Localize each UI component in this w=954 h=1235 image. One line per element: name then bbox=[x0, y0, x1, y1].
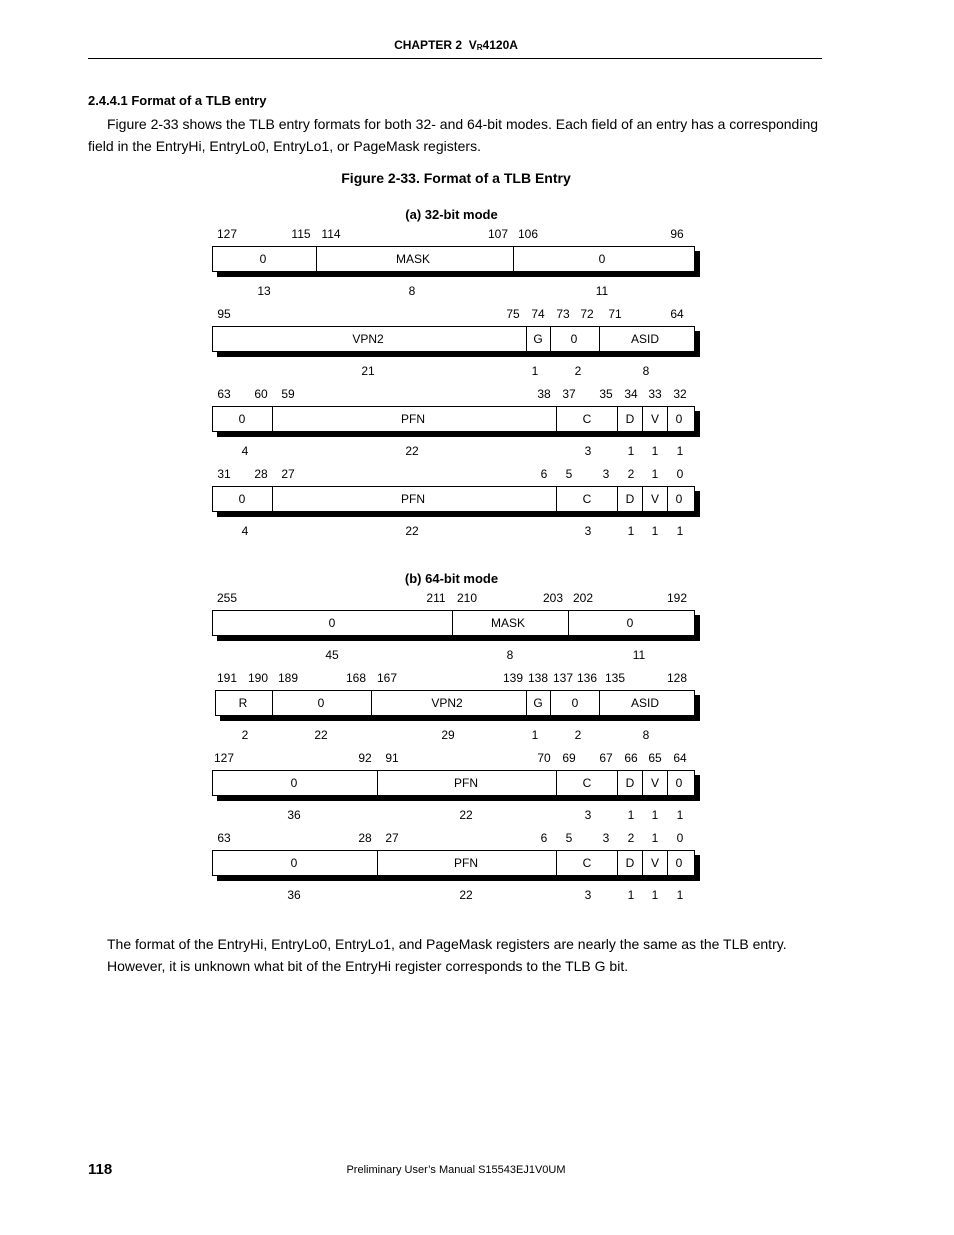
field-name: PFN bbox=[401, 412, 425, 426]
field-width: 22 bbox=[459, 808, 473, 822]
bit-position-label: 64 bbox=[670, 307, 684, 321]
field-name: C bbox=[582, 412, 592, 426]
bit-position-label: 6 bbox=[540, 467, 548, 481]
register-row bbox=[0, 591, 954, 671]
bit-position-label: 95 bbox=[217, 307, 231, 321]
field-name: 0 bbox=[598, 252, 606, 266]
field-divider bbox=[371, 691, 372, 715]
field-name: 0 bbox=[290, 776, 298, 790]
bit-position-label: 33 bbox=[648, 387, 662, 401]
bit-position-label: 6 bbox=[540, 831, 548, 845]
cpu-suffix: 4120A bbox=[482, 38, 518, 52]
bit-position-label: 191 bbox=[216, 671, 238, 685]
field-divider bbox=[550, 691, 551, 715]
field-divider bbox=[667, 851, 668, 875]
field-name: R bbox=[238, 696, 248, 710]
bit-position-label: 5 bbox=[565, 467, 573, 481]
field-width: 1 bbox=[676, 524, 684, 538]
mode-caption-32: (a) 32-bit mode bbox=[405, 207, 498, 222]
bit-position-label: 28 bbox=[358, 831, 372, 845]
field-name: V bbox=[650, 412, 660, 426]
outro-paragraph bbox=[107, 933, 847, 977]
bit-position-label: 127 bbox=[213, 751, 235, 765]
bit-position-label: 203 bbox=[542, 591, 564, 605]
chapter-label: CHAPTER 2 bbox=[394, 38, 463, 52]
field-name: 0 bbox=[675, 412, 683, 426]
field-width: 3 bbox=[584, 524, 592, 538]
field-divider bbox=[316, 247, 317, 271]
bit-position-label: 69 bbox=[562, 751, 576, 765]
intro-paragraph bbox=[88, 113, 828, 157]
field-divider bbox=[452, 611, 453, 635]
register-row bbox=[0, 831, 954, 911]
field-width: 1 bbox=[627, 808, 635, 822]
bit-position-label: 127 bbox=[216, 227, 238, 241]
field-name: C bbox=[582, 776, 592, 790]
field-divider bbox=[377, 771, 378, 795]
bit-position-label: 59 bbox=[281, 387, 295, 401]
bit-position-label: 167 bbox=[376, 671, 398, 685]
field-divider bbox=[513, 247, 514, 271]
field-width: 2 bbox=[241, 728, 249, 742]
section-title: 2.4.4.1 Format of a TLB entry bbox=[88, 93, 267, 108]
field-divider bbox=[272, 691, 273, 715]
field-width: 29 bbox=[441, 728, 455, 742]
intro-line-1 bbox=[88, 113, 828, 135]
field-divider bbox=[617, 771, 618, 795]
register-row bbox=[0, 467, 954, 547]
bit-position-label: 106 bbox=[517, 227, 539, 241]
field-width: 36 bbox=[287, 888, 301, 902]
bit-position-label: 63 bbox=[217, 831, 231, 845]
field-width: 1 bbox=[531, 364, 539, 378]
bit-position-label: 92 bbox=[358, 751, 372, 765]
field-name: 0 bbox=[675, 776, 683, 790]
field-divider bbox=[617, 487, 618, 511]
field-width: 8 bbox=[506, 648, 514, 662]
field-name: VPN2 bbox=[431, 696, 463, 710]
field-width: 22 bbox=[314, 728, 328, 742]
field-width: 21 bbox=[361, 364, 375, 378]
bit-position-label: 0 bbox=[676, 831, 684, 845]
field-width: 1 bbox=[651, 524, 659, 538]
field-divider bbox=[272, 407, 273, 431]
field-name: 0 bbox=[626, 616, 634, 630]
bit-position-label: 135 bbox=[604, 671, 626, 685]
bit-position-label: 35 bbox=[599, 387, 613, 401]
cpu-subscript: R bbox=[476, 43, 483, 52]
field-divider bbox=[667, 771, 668, 795]
field-divider bbox=[377, 851, 378, 875]
field-width: 1 bbox=[627, 888, 635, 902]
bit-position-label: 138 bbox=[527, 671, 549, 685]
bit-position-label: 73 bbox=[556, 307, 570, 321]
header-rule bbox=[88, 58, 822, 59]
field-name: G bbox=[533, 696, 543, 710]
field-width: 1 bbox=[651, 444, 659, 458]
register-field-box bbox=[212, 486, 695, 512]
field-divider bbox=[272, 487, 273, 511]
register-row bbox=[0, 387, 954, 467]
figure-title: Figure 2-33. Format of a TLB Entry bbox=[341, 170, 571, 186]
bit-position-label: 91 bbox=[385, 751, 399, 765]
bit-position-label: 1 bbox=[651, 467, 659, 481]
bit-position-label: 210 bbox=[456, 591, 478, 605]
field-width: 1 bbox=[651, 888, 659, 902]
footer-text: Preliminary User’s Manual S15543EJ1V0UM bbox=[346, 1164, 566, 1176]
bit-position-label: 27 bbox=[385, 831, 399, 845]
bit-position-label: 2 bbox=[627, 831, 635, 845]
field-name: D bbox=[625, 492, 635, 506]
field-name: PFN bbox=[454, 856, 478, 870]
bit-position-label: 37 bbox=[562, 387, 576, 401]
bit-position-label: 139 bbox=[502, 671, 524, 685]
field-name: PFN bbox=[454, 776, 478, 790]
field-width: 1 bbox=[627, 524, 635, 538]
field-divider bbox=[556, 851, 557, 875]
bit-position-label: 60 bbox=[254, 387, 268, 401]
bit-position-label: 75 bbox=[506, 307, 520, 321]
bit-position-label: 115 bbox=[291, 227, 311, 241]
register-row bbox=[0, 751, 954, 831]
field-name: V bbox=[650, 492, 660, 506]
field-divider bbox=[556, 487, 557, 511]
field-divider bbox=[667, 407, 668, 431]
bit-position-label: 128 bbox=[666, 671, 688, 685]
field-name: D bbox=[625, 856, 635, 870]
bit-position-label: 1 bbox=[651, 831, 659, 845]
field-divider bbox=[642, 487, 643, 511]
field-width: 45 bbox=[325, 648, 339, 662]
field-name: VPN2 bbox=[352, 332, 384, 346]
register-row bbox=[0, 307, 954, 387]
field-name: D bbox=[625, 412, 635, 426]
field-name: 0 bbox=[570, 332, 578, 346]
field-divider bbox=[556, 771, 557, 795]
field-width: 1 bbox=[627, 444, 635, 458]
bit-position-label: 211 bbox=[426, 591, 446, 605]
bit-position-label: 67 bbox=[599, 751, 613, 765]
bit-position-label: 137 bbox=[552, 671, 574, 685]
field-divider bbox=[599, 327, 600, 351]
running-header bbox=[0, 38, 912, 52]
field-name: V bbox=[650, 856, 660, 870]
cpu-prefix: V bbox=[468, 38, 477, 52]
mode-caption-64: (b) 64-bit mode bbox=[404, 571, 499, 586]
field-width: 36 bbox=[287, 808, 301, 822]
field-divider bbox=[617, 851, 618, 875]
bit-position-label: 3 bbox=[602, 467, 610, 481]
field-width: 13 bbox=[257, 284, 271, 298]
field-divider bbox=[642, 407, 643, 431]
field-width: 1 bbox=[676, 888, 684, 902]
field-name: 0 bbox=[328, 616, 336, 630]
bit-position-label: 192 bbox=[666, 591, 688, 605]
field-name: ASID bbox=[630, 696, 660, 710]
field-width: 8 bbox=[642, 728, 650, 742]
bit-position-label: 72 bbox=[580, 307, 594, 321]
field-width: 22 bbox=[405, 524, 419, 538]
field-width: 1 bbox=[531, 728, 539, 742]
bit-position-label: 107 bbox=[487, 227, 509, 241]
bit-position-label: 31 bbox=[217, 467, 231, 481]
field-width: 11 bbox=[632, 648, 646, 662]
field-width: 1 bbox=[676, 444, 684, 458]
field-name: V bbox=[650, 776, 660, 790]
field-width: 1 bbox=[676, 808, 684, 822]
field-width: 4 bbox=[241, 524, 249, 538]
field-width: 2 bbox=[574, 364, 582, 378]
bit-position-label: 168 bbox=[345, 671, 367, 685]
bit-position-label: 65 bbox=[648, 751, 662, 765]
bit-position-label: 136 bbox=[576, 671, 598, 685]
field-width: 2 bbox=[574, 728, 582, 742]
bit-position-label: 74 bbox=[531, 307, 545, 321]
field-divider bbox=[550, 327, 551, 351]
page-number: 118 bbox=[88, 1161, 113, 1178]
outro-line-1: The format of the EntryHi, EntryLo0, EntryLo1, and PageMask registers are nearly the same as the TLB entry. bbox=[107, 936, 787, 952]
bit-position-label: 38 bbox=[537, 387, 551, 401]
register-field-box bbox=[212, 326, 695, 352]
bit-position-label: 34 bbox=[624, 387, 638, 401]
bit-position-label: 66 bbox=[624, 751, 638, 765]
bit-position-label: 255 bbox=[216, 591, 238, 605]
register-field-box bbox=[212, 610, 695, 636]
bit-position-label: 71 bbox=[608, 307, 622, 321]
field-name: D bbox=[625, 776, 635, 790]
bit-position-label: 189 bbox=[277, 671, 299, 685]
field-name: MASK bbox=[490, 616, 526, 630]
register-field-box bbox=[212, 406, 695, 432]
field-divider bbox=[526, 327, 527, 351]
bit-position-label: 2 bbox=[627, 467, 635, 481]
field-name: PFN bbox=[401, 492, 425, 506]
field-divider bbox=[599, 691, 600, 715]
bit-position-label: 5 bbox=[565, 831, 573, 845]
field-width: 4 bbox=[241, 444, 249, 458]
field-divider bbox=[568, 611, 569, 635]
register-field-box bbox=[212, 246, 695, 272]
field-divider bbox=[556, 407, 557, 431]
field-divider bbox=[642, 771, 643, 795]
register-row bbox=[0, 671, 954, 751]
field-width: 3 bbox=[584, 888, 592, 902]
field-name: 0 bbox=[675, 492, 683, 506]
bit-position-label: 0 bbox=[676, 467, 684, 481]
outro-line-2: However, it is unknown what bit of the EntryHi register corresponds to the TLB G bit. bbox=[107, 958, 629, 974]
bit-position-label: 63 bbox=[217, 387, 231, 401]
field-width: 22 bbox=[459, 888, 473, 902]
bit-position-label: 190 bbox=[247, 671, 269, 685]
field-name: C bbox=[582, 492, 592, 506]
intro-line-2: field in the EntryHi, EntryLo0, EntryLo1, or PageMask registers. bbox=[88, 138, 481, 154]
field-width: 8 bbox=[642, 364, 650, 378]
field-name: C bbox=[582, 856, 592, 870]
field-width: 3 bbox=[584, 808, 592, 822]
field-name: 0 bbox=[675, 856, 683, 870]
field-name: ASID bbox=[630, 332, 660, 346]
field-name: 0 bbox=[259, 252, 267, 266]
field-width: 8 bbox=[408, 284, 416, 298]
field-width: 11 bbox=[595, 284, 609, 298]
register-row bbox=[0, 227, 954, 307]
field-name: MASK bbox=[395, 252, 431, 266]
bit-position-label: 32 bbox=[673, 387, 687, 401]
bit-position-label: 27 bbox=[281, 467, 295, 481]
field-width: 22 bbox=[405, 444, 419, 458]
field-name: G bbox=[533, 332, 543, 346]
field-width: 3 bbox=[584, 444, 592, 458]
field-divider bbox=[642, 851, 643, 875]
intro-line-1-text: Figure 2-33 shows the TLB entry formats for both 32- and 64-bit modes. Each field of an entry has a corresponding bbox=[107, 116, 819, 132]
bit-position-label: 70 bbox=[537, 751, 551, 765]
field-divider bbox=[617, 407, 618, 431]
field-name: 0 bbox=[290, 856, 298, 870]
bit-position-label: 96 bbox=[670, 227, 684, 241]
field-divider bbox=[667, 487, 668, 511]
bit-position-label: 202 bbox=[572, 591, 594, 605]
field-name: 0 bbox=[571, 696, 579, 710]
bit-position-label: 28 bbox=[254, 467, 268, 481]
bit-position-label: 64 bbox=[673, 751, 687, 765]
field-name: 0 bbox=[317, 696, 325, 710]
bit-position-label: 3 bbox=[602, 831, 610, 845]
bit-position-label: 114 bbox=[321, 227, 341, 241]
field-width: 1 bbox=[651, 808, 659, 822]
field-divider bbox=[526, 691, 527, 715]
field-name: 0 bbox=[238, 412, 246, 426]
field-name: 0 bbox=[238, 492, 246, 506]
